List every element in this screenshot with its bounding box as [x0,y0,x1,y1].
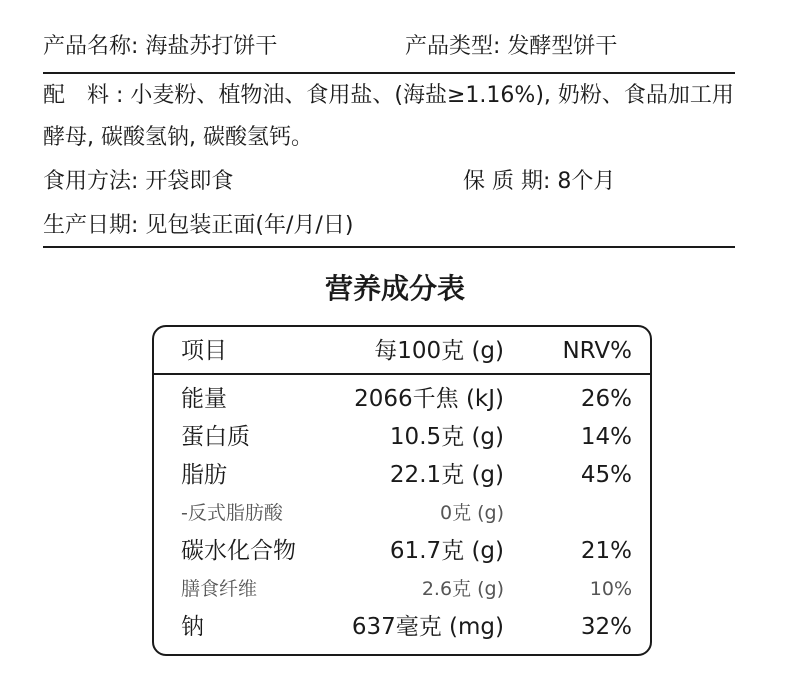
product-type-value: 发酵型饼干 [507,34,618,59]
nutrient-amount: 0克 (g) [439,502,504,524]
nutrient-nrv: 45% [580,462,632,488]
nutrient-name: 钠 [181,614,204,640]
header-item: 项目 [181,338,227,364]
nutrition-row [154,609,650,645]
nutrition-row [154,381,650,417]
nutrient-nrv: 14% [580,424,632,450]
nutrient-name: 蛋白质 [181,424,250,450]
header-nrv: NRV% [562,338,632,364]
nutrient-name: 脂肪 [181,462,227,488]
ingredients-text-1: 小麦粉、植物油、食用盐、(海盐≥1.16%), 奶粉、食品加工用 [130,83,734,108]
product-type-label: 产品类型: [405,34,501,59]
product-name-label: 产品名称: [43,34,139,59]
nutrient-amount: 2066千焦 (kJ) [354,386,504,412]
product-name-line [43,33,277,61]
nutrition-row [154,571,650,607]
nutrient-amount: 22.1克 (g) [389,462,504,488]
production-date-line [43,212,353,240]
nutrition-table [152,325,652,656]
usage-line [43,168,233,196]
nutrient-nrv: 26% [580,386,632,412]
production-date-value: 见包装正面(年/月/日) [145,213,354,238]
ingredients-label: 配 料 : [43,83,124,108]
nutrition-row [154,419,650,455]
shelf-life-value: 8个月 [557,169,616,194]
nutrition-header-row [154,333,650,369]
nutrient-name: 膳食纤维 [181,578,258,600]
product-type-line [405,33,617,61]
nutrition-row [154,533,650,569]
usage-value: 开袋即食 [145,169,234,194]
nutrient-amount: 61.7克 (g) [389,538,504,564]
nutrient-name: -反式脂肪酸 [181,502,283,524]
nutrition-row [154,495,650,531]
product-name-value: 海盐苏打饼干 [145,34,278,59]
divider-bottom [43,246,735,248]
nutrient-name: 碳水化合物 [181,538,296,564]
nutrition-title: 营养成分表 [324,272,465,305]
nutrient-amount: 637毫克 (mg) [351,614,504,640]
nutrition-row [154,457,650,493]
ingredients-line-1 [43,82,734,110]
header-divider [154,373,650,375]
nutrient-nrv: 32% [580,614,632,640]
nutrient-nrv: 21% [580,538,632,564]
shelf-life-line [463,168,615,196]
divider-top [43,72,735,74]
ingredients-line-2 [43,124,313,152]
nutrient-amount: 10.5克 (g) [389,424,504,450]
shelf-life-label: 保 质 期: [463,169,551,194]
ingredients-text-2: 酵母, 碳酸氢钠, 碳酸氢钙。 [43,125,313,150]
nutrient-nrv: 10% [589,578,632,600]
production-date-label: 生产日期: [43,213,139,238]
usage-label: 食用方法: [43,169,139,194]
nutrient-name: 能量 [181,386,227,412]
header-amount: 每100克 (g) [374,338,504,364]
nutrient-amount: 2.6克 (g) [421,578,504,600]
